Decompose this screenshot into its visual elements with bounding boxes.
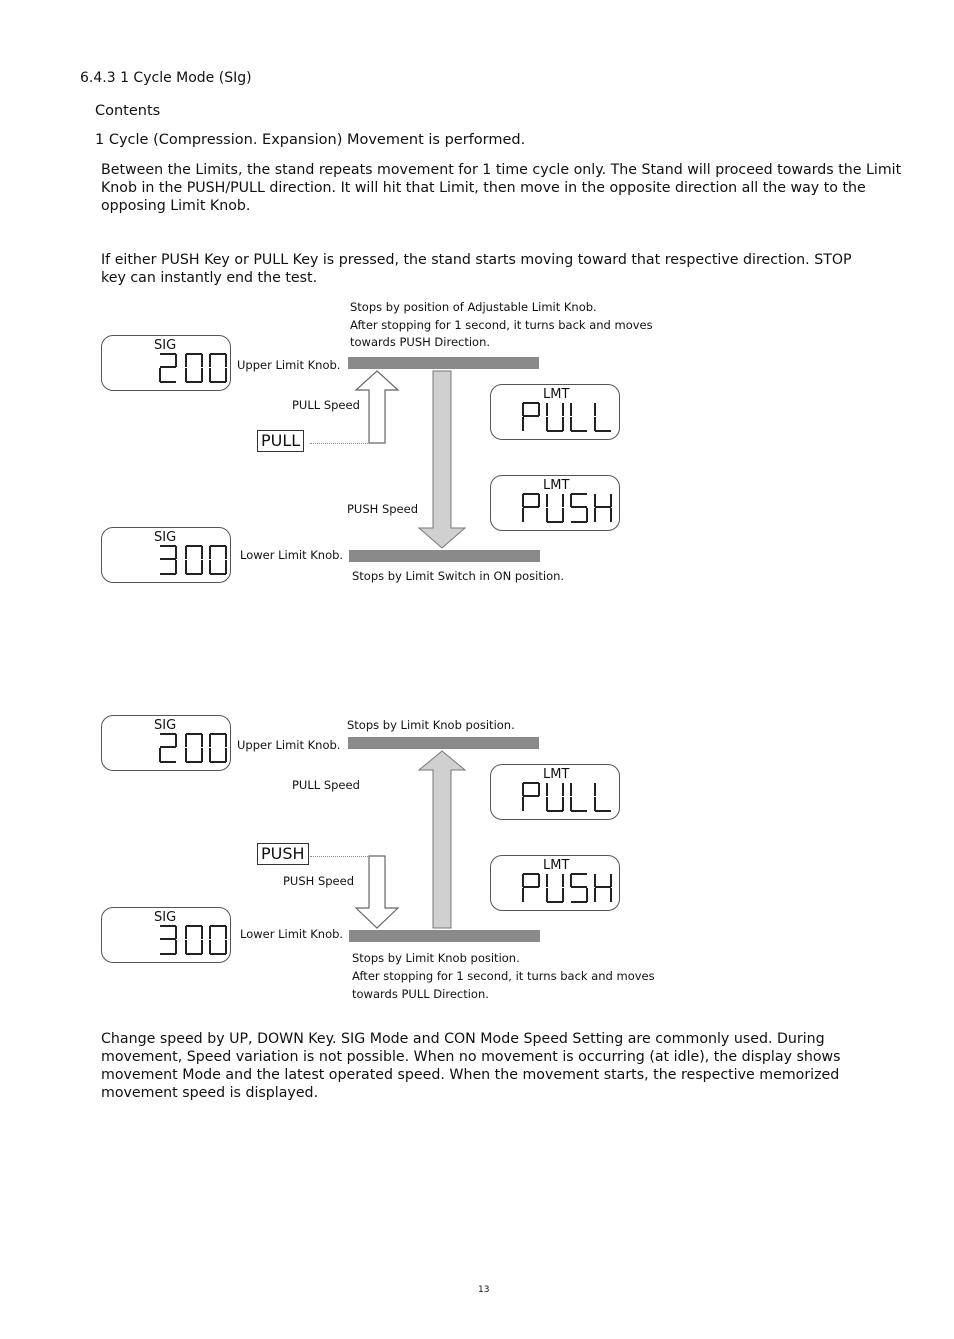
seven-segment-text xyxy=(509,397,619,437)
lcd-label: LMT xyxy=(543,387,570,402)
upper-limit-knob-label: Upper Limit Knob. xyxy=(237,738,341,752)
paragraph-2-line: If either PUSH Key or PULL Key is pressed, the stand starts moving toward that respective direction. STOP xyxy=(101,252,852,268)
note-line: towards PUSH Direction. xyxy=(350,335,491,349)
lcd-label: LMT xyxy=(543,858,570,873)
paragraph-3-line: movement Mode and the latest operated speed. When the movement starts, the respective memorized xyxy=(101,1067,840,1083)
lcd-display-sig-upper xyxy=(101,335,231,391)
lcd-label: SIG xyxy=(154,338,177,353)
paragraph-2-line: key can instantly end the test. xyxy=(101,270,318,286)
note-line: Stops by position of Adjustable Limit Knob. xyxy=(350,300,597,314)
lcd-label: SIG xyxy=(154,910,177,925)
paragraph-1-line: Between the Limits, the stand repeats movement for 1 time cycle only. The Stand will proceed towards the Limit xyxy=(101,162,902,178)
lower-limit-bar xyxy=(349,550,540,562)
lower-limit-knob-label: Lower Limit Knob. xyxy=(240,548,344,562)
push-direction-arrow xyxy=(417,370,467,550)
pull-key: PULL xyxy=(257,430,304,452)
summary-line: 1 Cycle (Compression. Expansion) Movement is performed. xyxy=(95,132,526,148)
seven-segment-digits xyxy=(152,728,232,768)
seven-segment-digits xyxy=(152,920,232,960)
lcd-label: LMT xyxy=(543,767,570,782)
leader-line xyxy=(310,443,368,444)
seven-segment-text xyxy=(509,868,619,908)
lcd-label: SIG xyxy=(154,718,177,733)
push-direction-arrow xyxy=(355,855,400,930)
lcd-label: LMT xyxy=(543,478,570,493)
lcd-display-lmt-push xyxy=(490,475,620,531)
note-line: towards PULL Direction. xyxy=(352,987,489,1001)
seven-segment-digits xyxy=(152,540,232,580)
push-speed-label: PUSH Speed xyxy=(283,874,355,888)
lcd-label: SIG xyxy=(154,530,177,545)
paragraph-3-line: movement, Speed variation is not possible. When no movement is occurring (at idle), the display shows xyxy=(101,1049,841,1065)
lower-limit-knob-label: Lower Limit Knob. xyxy=(240,927,344,941)
upper-limit-knob-label: Upper Limit Knob. xyxy=(237,358,341,372)
lower-stop-note xyxy=(352,949,655,1003)
lower-stop-note: Stops by Limit Switch in ON position. xyxy=(352,569,565,583)
upper-limit-bar xyxy=(348,357,539,369)
seven-segment-digits xyxy=(152,348,232,388)
page-number: 13 xyxy=(478,1285,490,1295)
paragraph-1-line: Knob in the PUSH/PULL direction. It will hit that Limit, then move in the opposite direction all the way to the xyxy=(101,180,866,196)
paragraph-3 xyxy=(101,1030,841,1102)
pull-speed-label: PULL Speed xyxy=(292,398,360,412)
note-line: After stopping for 1 second, it turns back and moves xyxy=(352,969,655,983)
paragraph-2 xyxy=(101,251,852,287)
lcd-display-lmt-pull xyxy=(490,384,620,440)
pull-speed-label: PULL Speed xyxy=(292,778,360,792)
note-line: After stopping for 1 second, it turns back and moves xyxy=(350,317,653,332)
upper-stop-note xyxy=(350,299,653,352)
pull-direction-arrow xyxy=(355,370,400,445)
lcd-display-lmt-pull xyxy=(490,764,620,820)
pull-direction-arrow xyxy=(417,750,467,930)
contents-heading: Contents xyxy=(95,103,161,119)
upper-limit-bar xyxy=(348,737,539,749)
upper-stop-note: Stops by Limit Knob position. xyxy=(347,718,515,732)
section-title: 6.4.3 1 Cycle Mode (SIg) xyxy=(80,70,252,86)
lcd-display-lmt-push xyxy=(490,855,620,911)
paragraph-1 xyxy=(101,161,901,215)
push-speed-label: PUSH Speed xyxy=(347,502,419,516)
seven-segment-text xyxy=(509,488,619,528)
note-line: Stops by Limit Knob position. xyxy=(352,951,520,965)
lcd-display-sig-upper xyxy=(101,715,231,771)
paragraph-1-line: opposing Limit Knob. xyxy=(101,198,251,214)
lower-limit-bar xyxy=(349,930,540,942)
seven-segment-text xyxy=(509,777,619,817)
push-key: PUSH xyxy=(257,843,309,865)
lcd-display-sig-lower xyxy=(101,527,231,583)
lcd-display-sig-lower xyxy=(101,907,231,963)
paragraph-3-line: Change speed by UP, DOWN Key. SIG Mode and CON Mode Speed Setting are commonly used. During xyxy=(101,1031,825,1047)
paragraph-3-line: movement speed is displayed. xyxy=(101,1085,319,1101)
